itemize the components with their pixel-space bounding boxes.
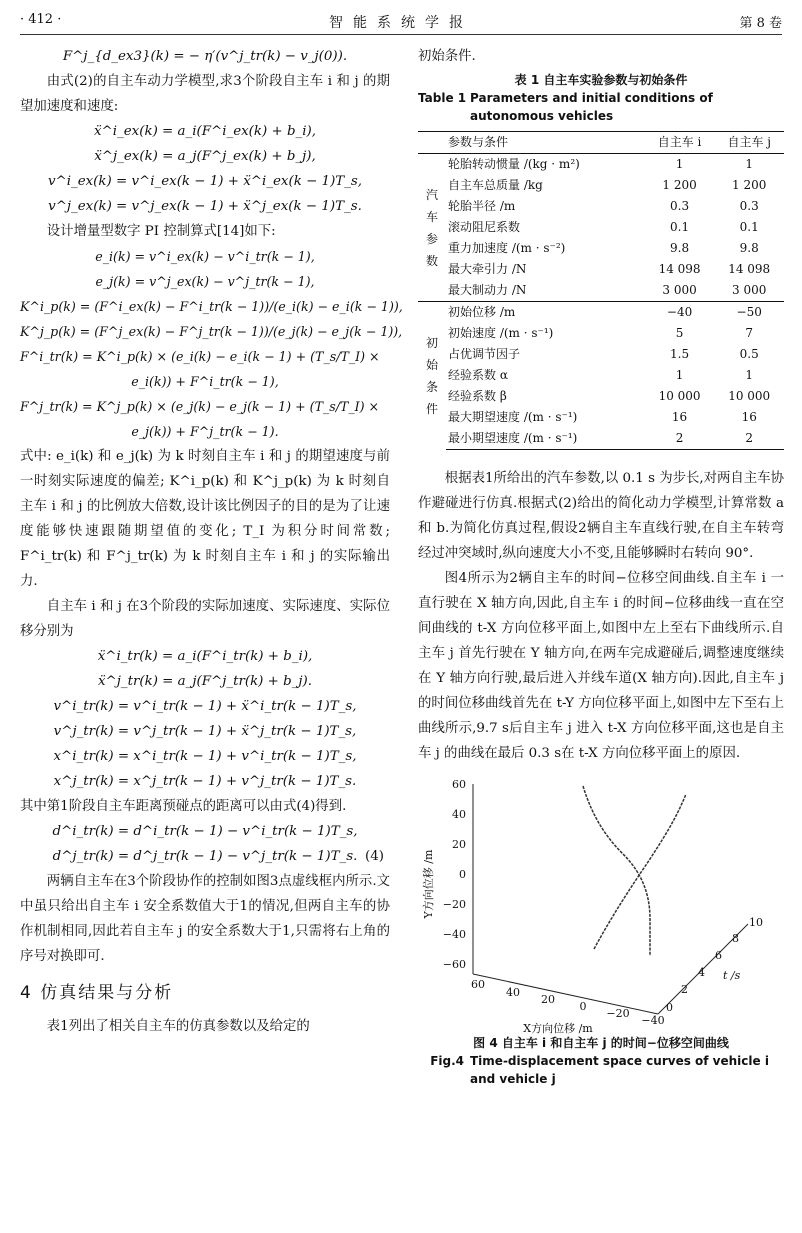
table-cell: 初始位移 /m — [446, 302, 645, 324]
y-axis-label: Y方向位移 /m — [422, 849, 435, 919]
equation: ẍ^j_tr(k) = a_j(F^j_tr(k) + b_j). — [97, 674, 313, 689]
table-cell: 最大制动力 /N — [448, 283, 527, 297]
table-cell: 7 — [745, 326, 754, 340]
table-row — [418, 323, 784, 344]
right-column — [418, 44, 784, 1088]
equation: F^j_tr(k) = K^j_p(k) × (e_j(k) − e_j(k − 1) + (T_s/T_I) × — [20, 399, 380, 414]
table-row — [418, 344, 784, 365]
table-cell: 2 — [714, 428, 784, 450]
x-axis-label: X方向位移 /m — [523, 1022, 593, 1034]
table-cell: 3 000 — [732, 283, 767, 297]
table-cell: 1 — [745, 157, 754, 171]
t-tick: 4 — [698, 966, 705, 979]
t-tick: 10 — [749, 916, 763, 929]
y-tick: −20 — [442, 898, 466, 911]
x-tick: 20 — [541, 993, 555, 1006]
x-tick: 60 — [471, 978, 485, 991]
equation: e_i(k)) + F^i_tr(k − 1), — [131, 374, 279, 389]
table-cell: 0.5 — [739, 347, 759, 361]
table-cell: 1 — [745, 368, 754, 382]
paragraph: 设计增量型数字 PI 控制算式[14]如下: — [46, 224, 276, 239]
table-cell: 占优调节因子 — [448, 347, 521, 361]
table-cell: 重力加速度 /(m · s⁻²) — [448, 241, 566, 255]
paragraph: 自主车 i 和 j 在3个阶段的实际加速度、实际速度、实际位移分别为 — [20, 599, 390, 639]
table-cell: 经验系数 α — [448, 368, 508, 382]
table-cell: 滚动阻尼系数 — [448, 220, 521, 234]
curve-vehicle-j — [594, 794, 686, 949]
journal-title: 智能系统学报 — [329, 15, 473, 31]
table-row — [418, 407, 784, 428]
table-cell: 16 — [741, 410, 757, 424]
group-label-initial — [418, 302, 446, 450]
table-cell: −50 — [714, 302, 784, 324]
equation: F^j_{d_ex3}(k) = − η′(v^j_tr(k) − v_j(0)). — [62, 49, 348, 64]
equation-body: d^j_tr(k) = d^j_tr(k − 1) − v^j_tr(k − 1)T_s. — [52, 849, 358, 864]
paragraph: 其中第1阶段自主车距离预碰点的距离可以由式(4)得到. — [20, 799, 347, 814]
table-cell: 轮胎转动惯量 /(kg · m²) — [448, 157, 580, 171]
equation: F^i_tr(k) = K^i_p(k) × (e_i(k) − e_i(k − 1) + (T_s/T_I) × — [20, 349, 380, 364]
table-header: 自主车 j — [714, 132, 784, 154]
y-tick: 60 — [452, 778, 466, 791]
table-cell: 9.8 — [670, 241, 690, 255]
table-cell: 轮胎半径 /m — [448, 199, 516, 213]
figure-label: Fig.4 — [430, 1054, 464, 1068]
table-cell: 10 000 — [658, 389, 701, 403]
equation: x^i_tr(k) = x^i_tr(k − 1) + v^i_tr(k − 1)T_s, — [53, 749, 357, 764]
t-tick: 2 — [681, 983, 688, 996]
table-row — [418, 217, 784, 238]
equation: ẍ^i_ex(k) = a_i(F^i_ex(k) + b_i), — [94, 124, 316, 139]
paragraph: 表1列出了相关自主车的仿真参数以及给定的 — [46, 1019, 310, 1034]
table-cell: 自主车总质量 /kg — [448, 178, 543, 192]
equation-block — [20, 819, 390, 869]
table-cell: 14 098 — [658, 262, 701, 276]
equation: d^i_tr(k) = d^i_tr(k − 1) − v^i_tr(k − 1)T_s, — [52, 824, 358, 839]
table-row — [418, 280, 784, 302]
header-rule — [20, 34, 782, 35]
equation: K^i_p(k) = (F^i_ex(k) − F^i_tr(k − 1))/(e_i(k) − e_i(k − 1)), — [20, 299, 403, 314]
table-row — [418, 428, 784, 450]
table-cell: 0.3 — [739, 199, 759, 213]
equation: ẍ^j_ex(k) = a_j(F^j_ex(k) + b_j), — [94, 149, 316, 164]
table-cell: 10 000 — [728, 389, 771, 403]
table-cell: 1.5 — [670, 347, 690, 361]
equation: v^i_ex(k) = v^i_ex(k − 1) + ẍ^i_ex(k − 1)T_s, — [47, 174, 363, 189]
table-cell: 经验系数 β — [448, 389, 507, 403]
y-tick: −40 — [442, 928, 466, 941]
y-tick: 40 — [452, 808, 466, 821]
page-number: · 412 · — [20, 12, 62, 27]
group-char: 数 — [425, 253, 438, 268]
table-row — [418, 259, 784, 280]
equation: K^j_p(k) = (F^j_ex(k) − F^j_tr(k − 1))/(e_j(k) − e_j(k − 1)), — [20, 324, 403, 339]
figure-4 — [418, 774, 784, 1034]
t-axis-label: t /s — [723, 969, 741, 982]
table-cell: 14 098 — [728, 262, 771, 276]
table-cell: 0.1 — [739, 220, 759, 234]
table-row — [418, 302, 784, 324]
table-cell: 16 — [671, 410, 688, 424]
table-cell: 最小期望速度 /(m · s⁻¹) — [446, 428, 645, 450]
equation: x^j_tr(k) = x^j_tr(k − 1) + v^j_tr(k − 1)T_s. — [53, 774, 357, 789]
table-row — [418, 196, 784, 217]
group-char: 车 — [425, 209, 438, 224]
x-tick: −40 — [641, 1014, 665, 1027]
group-char: 汽 — [425, 187, 438, 202]
table-row — [418, 238, 784, 259]
x-axis — [473, 974, 658, 1014]
x-tick: 40 — [506, 986, 520, 999]
table-cell: 1 — [675, 368, 684, 382]
table-row — [418, 386, 784, 407]
equation-block — [20, 644, 390, 794]
table-cell: 0.3 — [670, 199, 690, 213]
table-header-row — [418, 132, 784, 154]
table-row — [418, 365, 784, 386]
parameter-table — [418, 131, 784, 450]
table-cell: 9.8 — [739, 241, 759, 255]
table-label: Table 1 — [418, 91, 467, 105]
equation: ẍ^i_tr(k) = a_i(F^i_tr(k) + b_i), — [97, 649, 313, 664]
time-displacement-plot — [418, 774, 784, 1034]
figure-title: Time-displacement space curves of vehicle i and vehicle j — [470, 1054, 769, 1086]
paragraph: 根据表1所给出的汽车参数,以 0.1 s 为步长,对两自主车协作避碰进行仿真.根据式(2)给出的简化动力学模型,计算常数 a 和 b.为简化仿真过程,假设2辆自主车直线行驶,在自主车转弯经过冲突域时,纵向速度大小不变,且能够瞬时右转向 90°. — [418, 471, 784, 561]
table-caption-en — [418, 89, 784, 125]
table-header: 参数与条件 — [446, 132, 645, 154]
group-char: 件 — [425, 401, 438, 416]
equation — [20, 844, 390, 869]
equation: e_j(k)) + F^j_tr(k − 1). — [131, 424, 279, 439]
group-char: 始 — [425, 357, 438, 372]
equation: v^j_tr(k) = v^j_tr(k − 1) + ẍ^j_tr(k − 1)T_s, — [53, 724, 357, 739]
paragraph: 由式(2)的自主车动力学模型,求3个阶段自主车 i 和 j 的期望加速度和速度: — [20, 74, 390, 114]
y-tick: 0 — [459, 868, 466, 881]
figure-caption-en — [418, 1052, 784, 1088]
table-cell: 1 200 — [662, 178, 697, 192]
table-cell: 最大牵引力 /N — [448, 262, 527, 276]
y-tick: −60 — [442, 958, 466, 971]
paragraph: 初始条件. — [418, 49, 476, 64]
table-header: 自主车 i — [645, 132, 715, 154]
x-tick: 0 — [579, 1000, 587, 1013]
group-char: 参 — [425, 231, 438, 246]
table-cell: 最大期望速度 /(m · s⁻¹) — [448, 410, 578, 424]
group-label-vehicle — [418, 154, 446, 302]
table-row — [418, 154, 784, 176]
table-cell: 初始速度 /(m · s⁻¹) — [448, 326, 554, 340]
equation: e_j(k) = v^j_ex(k) − v^j_tr(k − 1), — [95, 274, 315, 289]
group-char: 初 — [425, 335, 438, 350]
table-title: Parameters and initial conditions of autonomous vehicles — [470, 91, 713, 123]
equation: e_i(k) = v^i_ex(k) − v^i_tr(k − 1), — [95, 249, 315, 264]
paragraph: 图4所示为2辆自主车的时间−位移空间曲线.自主车 i 一直行驶在 X 轴方向,因此,自主车 i 的时间−位移曲线一直在空间曲线的 t-X 方向位移平面上,如图中左上至右下曲线所示.自主车 j 首先行驶在 Y 轴方向,在两车完成避碰后,调整速度继续在 Y 轴方向行驶,最后进入并线车道(X 轴方向).因此,自主车 j 的时间位移曲线首先在 t-Y 方向位移平面上,如图中左下至右上曲线所示,9.7 s后自主车 j 进入 t-X 方向位移平面,这也是自主车 j 的曲线在最后 0.3 s在 t-X 方向位移平面上的原因. — [418, 571, 784, 761]
left-column — [20, 44, 403, 1039]
x-tick: −20 — [606, 1007, 630, 1020]
paragraph: 两辆自主车在3个阶段协作的控制如图3点虚线框内所示.文中虽只给出自主车 i 安全系数值大于1的情况,但两自主车的协作机制相同,因此若自主车 j 的安全系数大于1,只需将右上角的序号对换即可. — [20, 874, 390, 964]
table-cell: 2 — [645, 428, 715, 450]
paragraph: 式中: e_i(k) 和 e_j(k) 为 k 时刻自主车 i 和 j 的期望速度与前一时刻实际速度的偏差; K^i_p(k) 和 K^j_p(k) 为 k 时刻自主车 i 和 j 的比例放大倍数,设计该比例因子的目的是为了让速度能够快速跟随期望值的变化; T_I 为积分时间常数; F^i_tr(k) 和 F^j_tr(k) 为 k 时刻自主车 i 和 j 的实际输出力. — [20, 449, 390, 589]
y-tick: 20 — [452, 838, 466, 851]
table-cell: 0.1 — [670, 220, 690, 234]
equation-block — [20, 119, 390, 219]
table-cell: 3 000 — [662, 283, 697, 297]
equation: v^i_tr(k) = v^i_tr(k − 1) + ẍ^i_tr(k − 1)T_s, — [53, 699, 357, 714]
t-tick: 0 — [666, 1001, 673, 1014]
t-tick: 8 — [732, 932, 739, 945]
figure-caption-cn: 图 4 自主车 i 和自主车 j 的时间−位移空间曲线 — [473, 1036, 729, 1050]
section-heading: 4 仿真结果与分析 — [20, 983, 174, 1003]
table-cell: 1 — [675, 157, 684, 171]
table-caption-cn: 表 1 自主车实验参数与初始条件 — [514, 73, 688, 87]
table-cell: 5 — [675, 326, 684, 340]
table-cell: −40 — [645, 302, 715, 324]
equation: v^j_ex(k) = v^j_ex(k − 1) + ẍ^j_ex(k − 1)T_s. — [48, 199, 362, 214]
volume-label: 第 8 卷 — [739, 16, 782, 31]
equation-block — [20, 244, 403, 444]
table-cell: 1 200 — [732, 178, 767, 192]
equation-number: (4) — [365, 849, 384, 864]
table-row — [418, 175, 784, 196]
t-tick: 6 — [715, 949, 722, 962]
group-char: 条 — [425, 379, 438, 394]
curve-vehicle-i — [583, 786, 650, 956]
table-header — [418, 132, 446, 154]
